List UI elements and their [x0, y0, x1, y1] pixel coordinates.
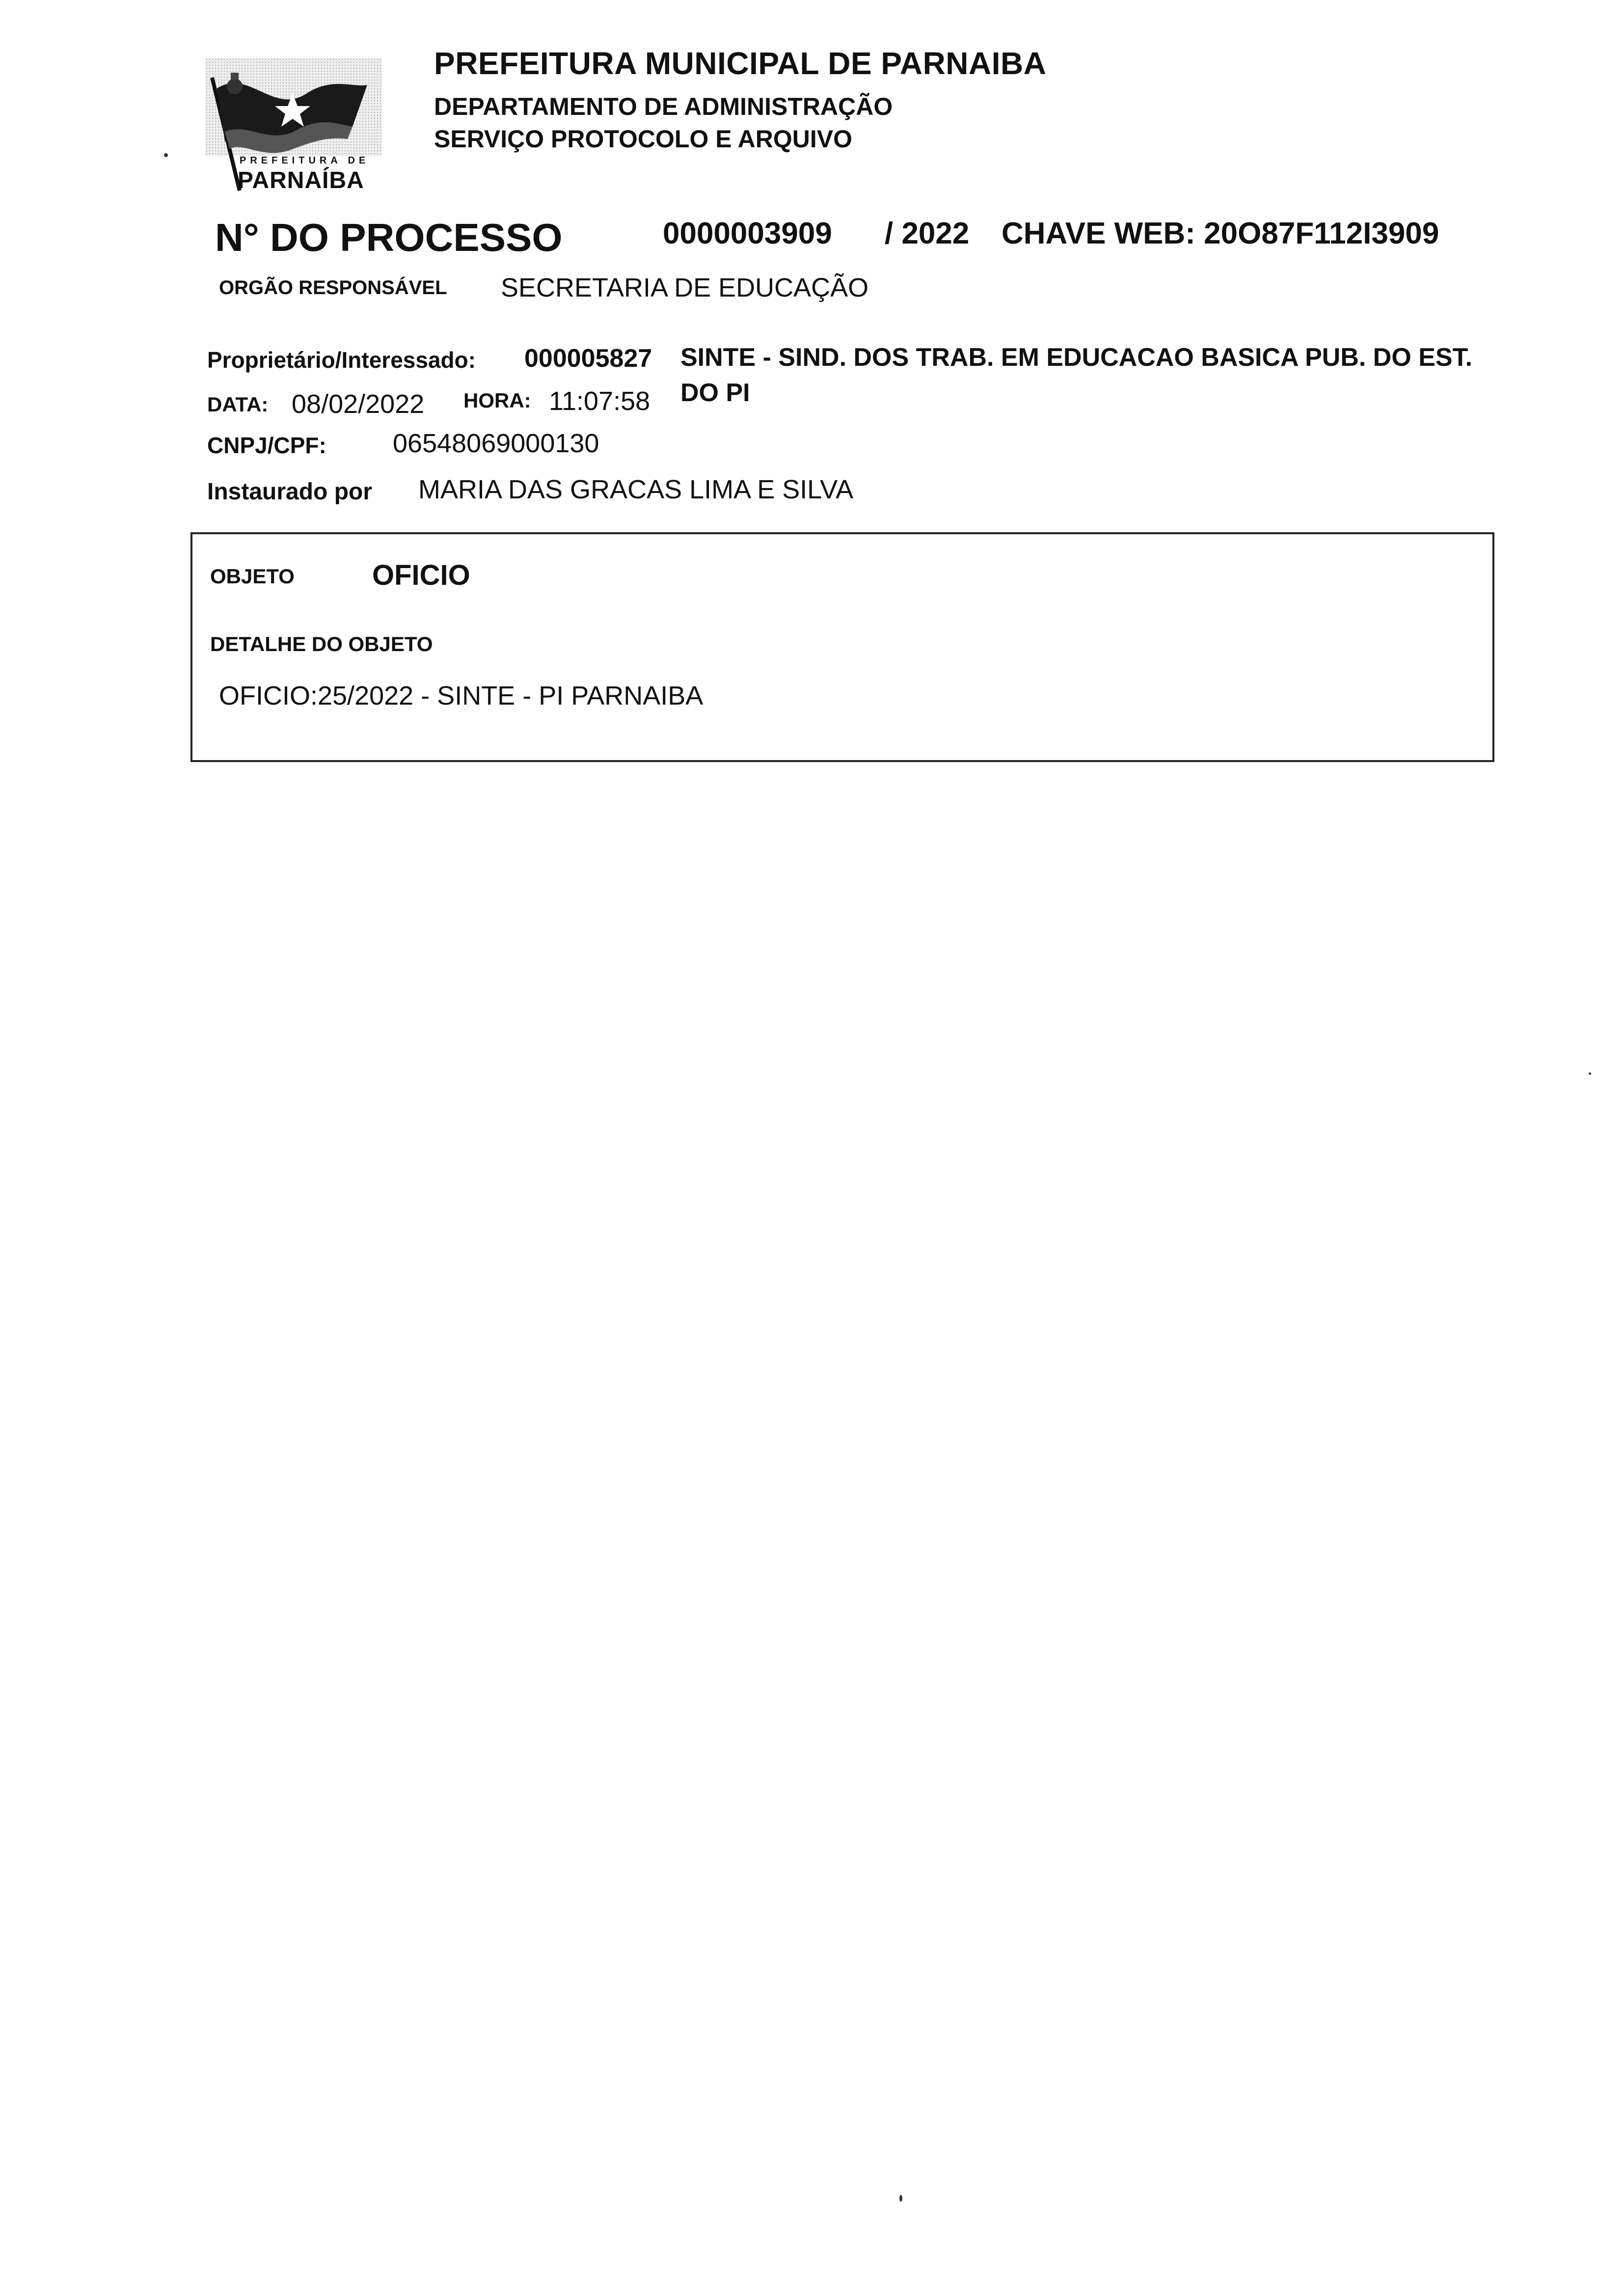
process-number-label: N° DO PROCESSO — [215, 216, 563, 259]
department-name: DEPARTAMENTO DE ADMINISTRAÇÃO — [434, 93, 893, 120]
responsible-org-label: ORGÃO RESPONSÁVEL — [219, 277, 447, 299]
process-number: 0000003909 — [663, 217, 832, 250]
cnpj-value: 06548069000130 — [393, 429, 599, 458]
city-logo — [205, 58, 387, 195]
scan-speck — [899, 2195, 902, 2202]
scan-speck — [1589, 1072, 1591, 1075]
object-detail-label: DETALHE DO OBJETO — [210, 632, 433, 656]
logo-text: PARNAÍBA — [238, 167, 364, 193]
responsible-org-value: SECRETARIA DE EDUCAÇÃO — [501, 273, 869, 302]
date-value: 08/02/2022 — [292, 389, 425, 419]
organization-title: PREFEITURA MUNICIPAL DE PARNAIBA — [434, 46, 1047, 81]
logo-small-text: PREFEITURA DE — [240, 155, 370, 166]
web-key: CHAVE WEB: 20O87F112I3909 — [1001, 217, 1439, 250]
object-label: OBJETO — [210, 565, 295, 588]
owner-name: SINTE - SIND. DOS TRAB. EM EDUCACAO BASICA PUB. DO EST. DO PI — [680, 343, 1473, 407]
scan-speck — [164, 153, 168, 157]
cnpj-label: CNPJ/CPF: — [207, 433, 326, 458]
instaurado-label: Instaurado por — [207, 479, 373, 505]
process-year: / 2022 — [885, 217, 970, 250]
instaurado-value: MARIA DAS GRACAS LIMA E SILVA — [418, 475, 854, 504]
owner-label: Proprietário/Interessado: — [207, 347, 476, 373]
owner-code: 000005827 — [524, 344, 652, 373]
service-name: SERVIÇO PROTOCOLO E ARQUIVO — [434, 125, 852, 153]
date-label: DATA: — [207, 393, 269, 416]
object-value: OFICIO — [372, 559, 470, 591]
time-value: 11:07:58 — [549, 386, 650, 416]
object-detail-value: OFICIO:25/2022 - SINTE - PI PARNAIBA — [219, 681, 704, 711]
time-label: HORA: — [463, 389, 531, 412]
